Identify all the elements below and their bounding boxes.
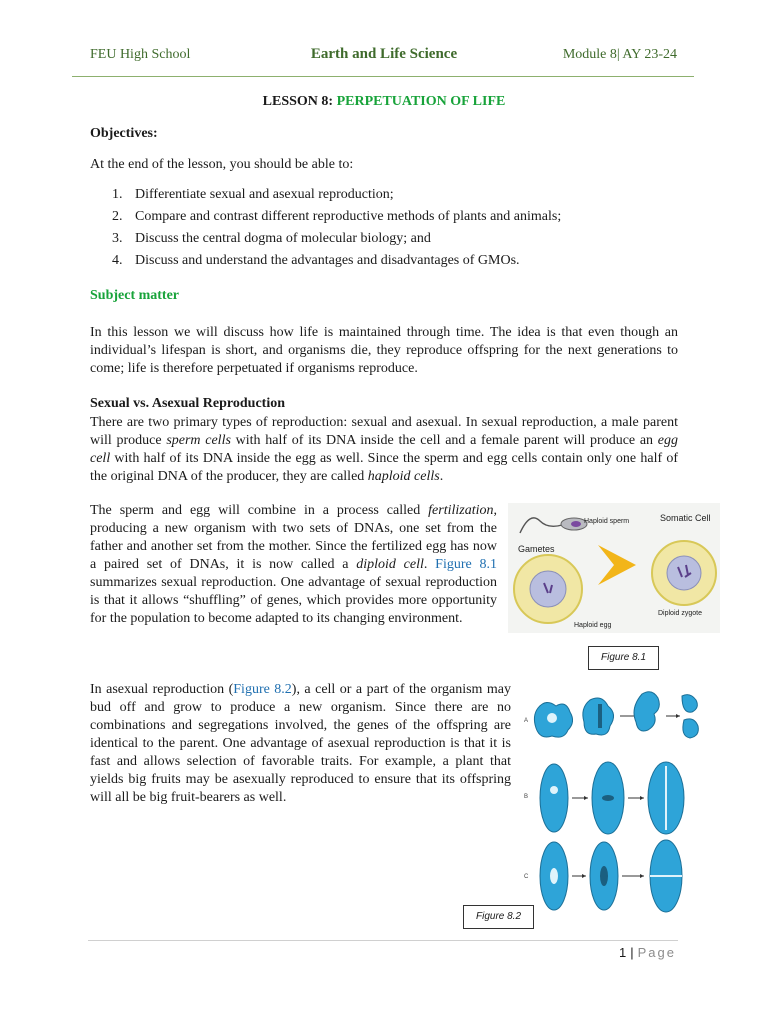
label-somatic-cell: Somatic Cell	[660, 513, 711, 523]
footer-separator: |	[630, 945, 634, 960]
figure-8-1-caption: Figure 8.1	[588, 646, 659, 670]
header-school: FEU High School	[90, 47, 191, 62]
objective-item: 1. Differentiate sexual and asexual reproduction;	[112, 187, 394, 202]
lesson-title	[0, 94, 768, 110]
row-label-c: C	[524, 874, 529, 880]
header-subject: Earth and Life Science	[310, 46, 458, 62]
header-divider	[72, 76, 694, 77]
amoeba-a5	[683, 719, 698, 738]
page-number: 1	[619, 945, 627, 960]
page-word: Page	[637, 945, 676, 960]
subject-matter-heading: Subject matter	[90, 288, 180, 303]
paramecium-b1	[540, 764, 568, 832]
paragraph-sexual-intro: There are two primary types of reproduction: sexual and asexual. In sexual reproduction, a male parent will produce sperm cells with half of its DNA inside the cell and a female parent will produce an egg cell with half of its DNA inside the egg as well. Since the sperm and egg cells contain only one half of the original DNA of the producer, they are called haploid cells.	[90, 415, 678, 484]
sperm-nucleus	[571, 521, 581, 527]
zygote-nucleus	[667, 556, 701, 590]
lesson-prefix: LESSON 8:	[262, 94, 334, 109]
row-label-b: B	[524, 794, 529, 800]
footer-divider	[88, 940, 678, 941]
row-label-a: A	[524, 718, 529, 724]
objective-item: 3. Discuss the central dogma of molecular biology; and	[112, 231, 431, 246]
label-haploid-sperm: Haploid sperm	[584, 518, 630, 525]
amoeba-nucleus	[547, 713, 557, 723]
figure-8-2-diagram	[520, 686, 708, 930]
label-diploid-zygote: Diploid zygote	[658, 610, 702, 617]
paragraph-asexual: In asexual reproduction (Figure 8.2), a cell or a part of the organism may bud off and grow to produce a new organism. Since there are no combinations and segregations involved, the genes of the offspring are identical to the parent. One advantage of asexual reproduction is that it is fast and allows selection of favorable traits. For example, a plant that yields big fruits may be asexually reproduced to ensure that its offspring will all be big fruit-bearers as well.	[90, 682, 511, 805]
paragraph-fertilization: The sperm and egg will combine in a process called fertilization, producing a new organism with two sets of DNAs, one set from the father and another set from the mother. Since the fertilized egg has now a paired set of DNAs, it is now called a diploid cell. Figure 8.1 summarizes sexual reproduction. One advantage of sexual reproduction is that it allows “shuffling” of genes, which provides more opportunity for the population to become adapted to its changing environment.	[90, 503, 497, 626]
label-haploid-egg: Haploid egg	[574, 622, 612, 629]
label-gametes: Gametes	[518, 544, 555, 554]
figure-8-2-caption: Figure 8.2	[463, 905, 534, 929]
figure-8-2-link[interactable]: Figure 8.2	[233, 682, 292, 697]
page-footer	[619, 945, 676, 960]
objective-item: 2. Compare and contrast different reproductive methods of plants and animals;	[112, 209, 562, 224]
figure-8-1-link[interactable]: Figure 8.1	[435, 557, 497, 572]
egg-nucleus	[530, 571, 566, 607]
objectives-list	[112, 184, 672, 272]
objective-item: 4. Discuss and understand the advantages and disadvantages of GMOs.	[112, 253, 520, 268]
header-module: Module 8| AY 23-24	[562, 47, 677, 62]
objectives-intro: At the end of the lesson, you should be able to:	[90, 157, 354, 172]
lesson-name: PERPETUATION OF LIFE	[336, 94, 506, 109]
amoeba-dividing-nucleus	[598, 704, 602, 728]
figure-8-1-diagram	[508, 503, 720, 633]
objectives-heading: Objectives:	[90, 126, 158, 141]
section-heading: Sexual vs. Asexual Reproduction	[90, 396, 285, 411]
subject-matter-intro: In this lesson we will discuss how life is maintained through time. The idea is that even though an individual’s lifespan is short, and organisms die, they reproduce offspring for the next generations to come; life is therefore perpetuated if organisms reproduce.	[90, 325, 678, 376]
